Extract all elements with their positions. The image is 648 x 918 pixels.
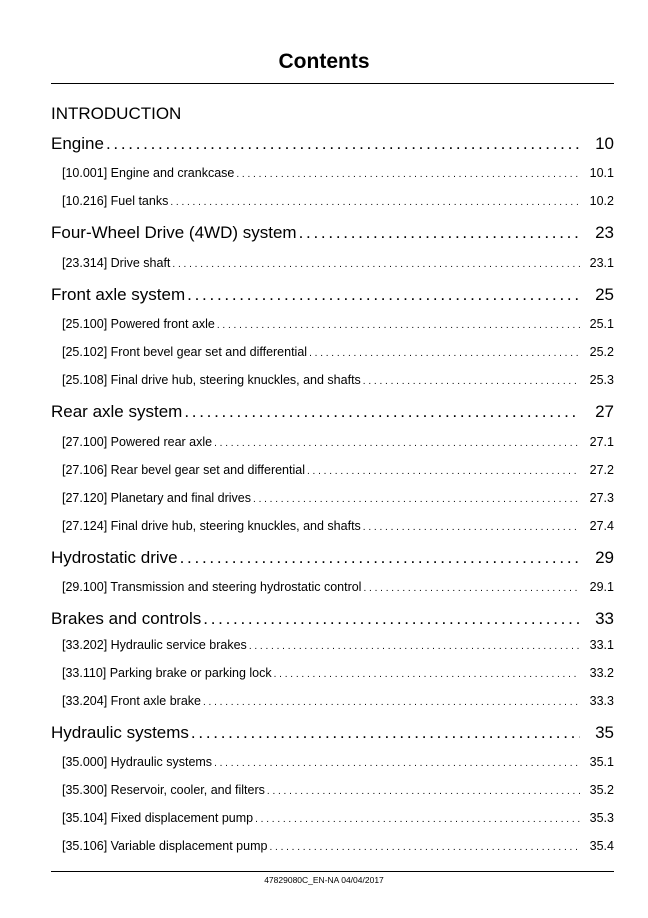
toc-section-33-202[interactable] [62,638,614,656]
toc-chapter-brakes[interactable] [51,609,614,633]
footer-divider [51,871,614,872]
dot-leader [363,519,580,533]
section-page: 10.1 [589,166,614,180]
chapter-page: 25 [595,285,614,304]
chapter-label: Brakes and controls [51,609,202,628]
chapter-page: 23 [595,223,614,242]
section-label: [27.124] Final drive hub, steering knuckles, and shafts [62,519,361,533]
footer-text: 47829080C_EN-NA 04/04/2017 [264,875,384,885]
section-label: [33.202] Hydraulic service brakes [62,638,247,652]
section-page: 27.4 [589,519,614,533]
dot-leader [267,783,580,797]
toc-chapter-front-axle[interactable] [51,285,614,309]
toc-section-27-120[interactable] [62,491,614,509]
section-page: 33.2 [589,666,614,680]
section-label: [35.300] Reservoir, cooler, and filters [62,783,265,797]
toc-section-33-110[interactable] [62,666,614,684]
section-label: [25.100] Powered front axle [62,317,215,331]
toc-section-29-100[interactable] [62,580,614,598]
chapter-page: 29 [595,548,614,567]
chapter-label: Engine [51,134,104,153]
dot-leader [269,839,580,853]
section-label: [35.106] Variable displacement pump [62,839,268,853]
dot-leader [249,638,580,652]
dot-leader [307,463,580,477]
toc-section-10-001[interactable] [62,166,614,184]
dot-leader [274,666,580,680]
toc-chapter-hydrostatic-drive[interactable] [51,548,614,572]
dot-leader [363,373,580,387]
dot-leader [170,194,580,208]
section-page: 33.3 [589,694,614,708]
section-label: [10.216] Fuel tanks [62,194,169,208]
section-label: [33.204] Front axle brake [62,694,201,708]
section-label: [35.000] Hydraulic systems [62,755,213,769]
section-label: [33.110] Parking brake or parking lock [62,666,272,680]
section-page: 35.2 [589,783,614,797]
toc-section-10-216[interactable] [62,194,614,212]
section-page: 25.1 [589,317,614,331]
section-label: [27.100] Powered rear axle [62,435,213,449]
dot-leader [299,223,580,243]
chapter-label: Front axle system [51,285,186,304]
introduction-heading[interactable]: INTRODUCTION [51,104,182,123]
section-label: [27.120] Planetary and final drives [62,491,252,505]
dot-leader [172,256,580,270]
section-page: 27.1 [589,435,614,449]
section-label: [10.001] Engine and crankcase [62,166,235,180]
toc-chapter-engine[interactable] [51,134,614,158]
section-page: 25.2 [589,345,614,359]
chapter-page: 10 [595,134,614,153]
section-page: 23.1 [589,256,614,270]
page-title: Contents [278,50,370,73]
toc-section-27-100[interactable] [62,435,614,453]
dot-leader [363,580,580,594]
section-page: 35.1 [589,755,614,769]
dot-leader [214,435,580,449]
chapter-label: Hydrostatic drive [51,548,178,567]
section-page: 25.3 [589,373,614,387]
title-divider [51,83,614,84]
section-label: [23.314] Drive shaft [62,256,171,270]
dot-leader [180,548,580,568]
section-label: [29.100] Transmission and steering hydrostatic control [62,580,362,594]
section-page: 27.2 [589,463,614,477]
section-label: [35.104] Fixed displacement pump [62,811,254,825]
dot-leader [203,694,580,708]
chapter-page: 27 [595,402,614,421]
dot-leader [203,609,580,629]
dot-leader [253,491,580,505]
section-label: [25.102] Front bevel gear set and differential [62,345,308,359]
dot-leader [255,811,580,825]
toc-section-35-104[interactable] [62,811,614,829]
section-page: 29.1 [589,580,614,594]
toc-section-35-106[interactable] [62,839,614,857]
dot-leader [184,402,580,422]
dot-leader [214,755,580,769]
section-page: 27.3 [589,491,614,505]
section-page: 33.1 [589,638,614,652]
toc-section-27-124[interactable] [62,519,614,537]
chapter-label: Four-Wheel Drive (4WD) system [51,223,297,242]
section-page: 35.4 [589,839,614,853]
dot-leader [217,317,580,331]
chapter-label: Hydraulic systems [51,723,189,742]
dot-leader [236,166,580,180]
chapter-page: 35 [595,723,614,742]
section-page: 10.2 [589,194,614,208]
toc-chapter-hydraulic-systems[interactable] [51,723,614,747]
dot-leader [187,285,580,305]
toc-chapter-4wd[interactable] [51,223,614,247]
toc-chapter-rear-axle[interactable] [51,402,614,426]
toc-section-35-300[interactable] [62,783,614,801]
section-label: [25.108] Final drive hub, steering knuckles, and shafts [62,373,361,387]
dot-leader [106,134,580,154]
section-page: 35.3 [589,811,614,825]
chapter-page: 33 [595,609,614,628]
toc-section-33-204[interactable] [62,694,614,712]
toc-section-35-000[interactable] [62,755,614,773]
dot-leader [309,345,580,359]
chapter-label: Rear axle system [51,402,183,421]
toc-section-27-106[interactable] [62,463,614,481]
dot-leader [191,723,580,743]
toc-section-23-314[interactable] [62,256,614,274]
toc-section-25-100[interactable] [62,317,614,335]
toc-section-25-102[interactable] [62,345,614,363]
section-label: [27.106] Rear bevel gear set and differential [62,463,305,477]
toc-section-25-108[interactable] [62,373,614,391]
